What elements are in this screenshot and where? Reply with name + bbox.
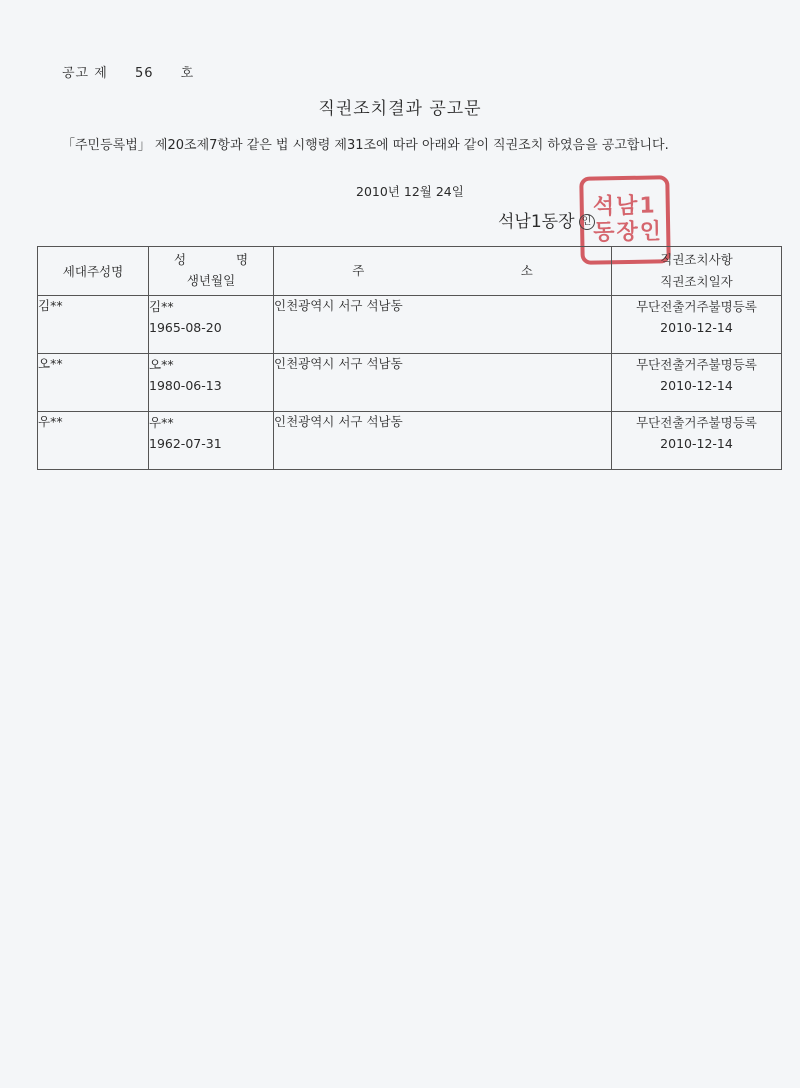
- action-date: 2010-12-14: [660, 436, 733, 451]
- header-name-1: 성: [173, 252, 187, 267]
- name-birth-cell: [149, 412, 274, 470]
- householder-cell: 김**: [38, 296, 149, 354]
- header-address: [274, 247, 612, 296]
- action-cell: [612, 412, 782, 470]
- header-birth: 생년월일: [186, 273, 236, 288]
- action-cell: [612, 354, 782, 412]
- signatory: [498, 207, 595, 232]
- address-cell: 인천광역시 서구 석남동: [274, 412, 612, 470]
- header-action-date: 직권조치일자: [660, 274, 733, 289]
- action-date: 2010-12-14: [660, 320, 733, 335]
- person-name: 김**: [149, 299, 174, 314]
- householder-cell: 우**: [38, 412, 149, 470]
- document-date: 2010년 12월 24일: [356, 184, 464, 199]
- table-row: [38, 412, 782, 470]
- name-birth-cell: [149, 354, 274, 412]
- name-birth-cell: [149, 296, 274, 354]
- notice-number-value: 56: [134, 66, 154, 81]
- stamp-line-1: 석남1: [592, 193, 657, 220]
- notice-prefix: 공고 제: [62, 66, 108, 81]
- table-row: [38, 296, 782, 354]
- signatory-title: 석남1동장: [498, 212, 575, 232]
- action-type: 무단전출거주불명등록: [636, 357, 757, 372]
- action-cell: [612, 296, 782, 354]
- header-address-1: 주: [352, 263, 365, 278]
- header-name-2: 명: [235, 252, 249, 267]
- birth-date: 1962-07-31: [149, 436, 222, 451]
- householder-cell: 오**: [38, 354, 149, 412]
- birth-date: 1965-08-20: [149, 320, 222, 335]
- person-name: 오**: [149, 357, 174, 372]
- birth-date: 1980-06-13: [149, 378, 222, 393]
- address-cell: 인천광역시 서구 석남동: [274, 296, 612, 354]
- action-date: 2010-12-14: [660, 378, 733, 393]
- seal-mark: 인: [579, 214, 595, 230]
- action-type: 무단전출거주불명등록: [636, 415, 757, 430]
- header-address-2: 소: [520, 263, 533, 278]
- header-action: [612, 247, 782, 296]
- action-type: 무단전출거주불명등록: [636, 299, 757, 314]
- table-header-row: [38, 247, 782, 296]
- table-row: [38, 354, 782, 412]
- stamp-line-2: 동장인: [593, 219, 664, 246]
- record-table: [37, 246, 782, 470]
- document-title: 직권조치결과 공고문: [318, 99, 482, 119]
- notice-suffix: 호: [180, 66, 195, 81]
- header-householder: 세대주성명: [38, 247, 149, 296]
- header-name-birth: [149, 247, 274, 296]
- notice-number: [62, 62, 194, 81]
- address-cell: 인천광역시 서구 석남동: [274, 354, 612, 412]
- header-action-label: 직권조치사항: [660, 252, 733, 267]
- intro-text: 「주민등록법」 제20조제7항과 같은 법 시행령 제31조에 따라 아래와 같이 직권조치 하였음을 공고합니다.: [62, 138, 669, 153]
- person-name: 우**: [149, 415, 174, 430]
